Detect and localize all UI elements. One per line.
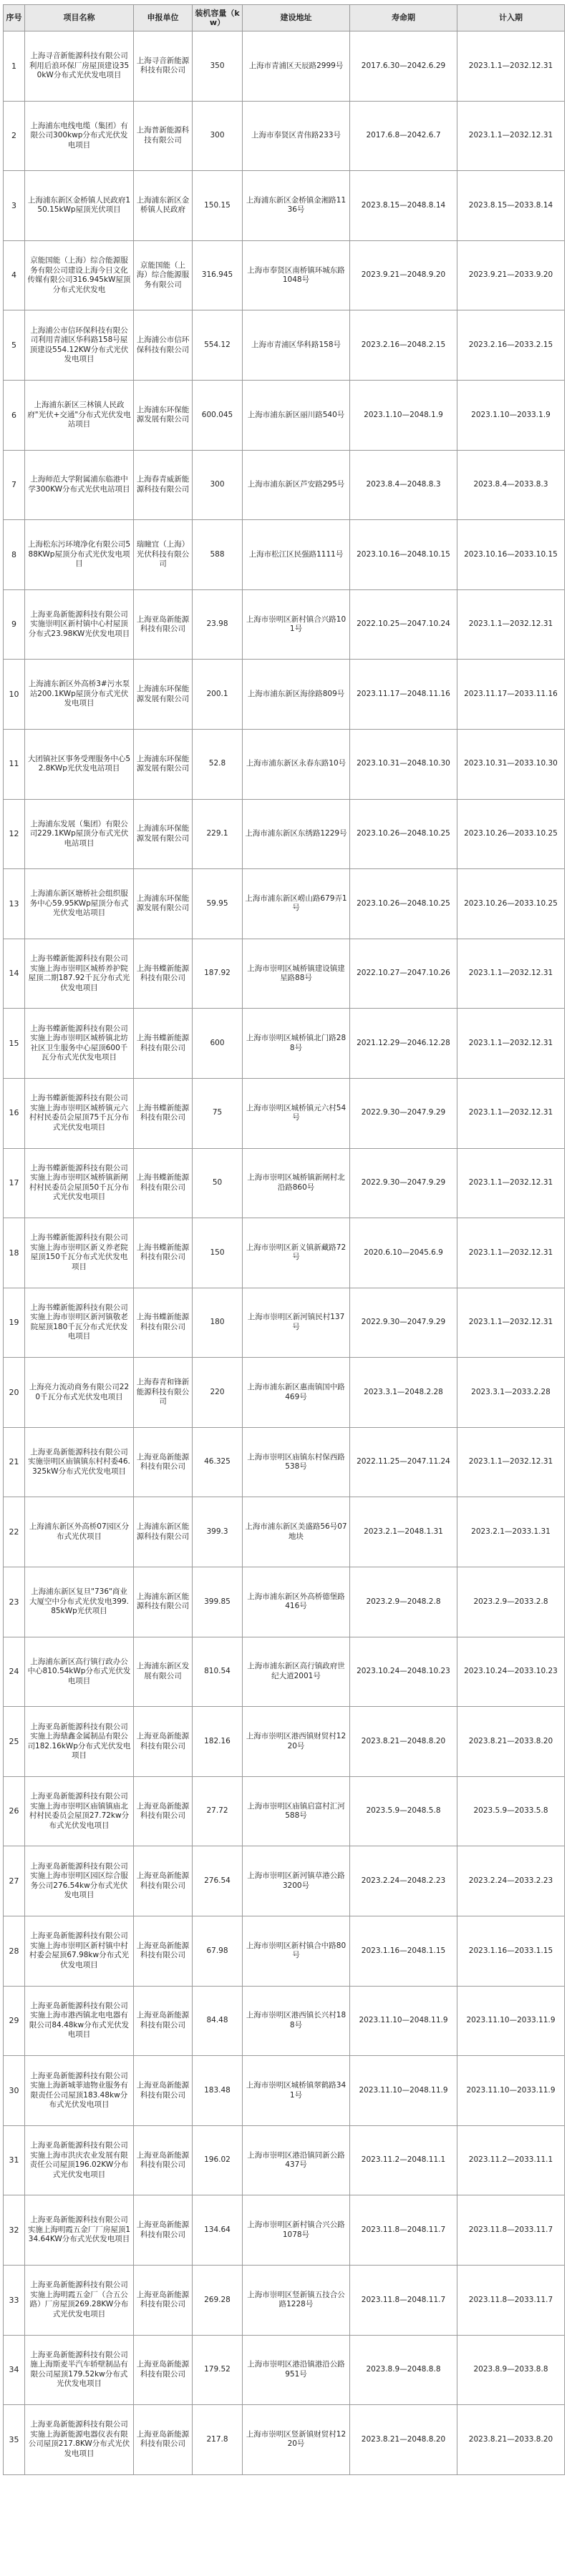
credit-period: 2023.8.4—2033.8.3 [457,450,565,520]
credit-period: 2023.1.1—2032.12.31 [457,1009,565,1079]
applicant: 上海书蝶新能源科技有限公司 [134,939,193,1009]
project-name: 上海亚岛新能源科技有限公司实施上海市崇明区园区综合服务公司276.54kw分布式光伏发电项目 [25,1846,134,1916]
row-index: 10 [4,660,25,730]
project-name: 上海亚岛新能源科技有限公司实施崇明区新村镇中心村屋顶分布式23.98KW光伏发电项目 [25,589,134,660]
applicant: 上海亚岛新能源科技有限公司 [134,2266,193,2336]
table-row [4,2335,565,2405]
project-name: 上海书蝶新能源科技有限公司实施上海市崇明区城桥镇新闸村村民委员会屋顶50千瓦分布式光伏发电项目 [25,1148,134,1218]
credit-period: 2023.2.24—2033.2.23 [457,1846,565,1916]
capacity: 182.16 [193,1707,243,1777]
credit-period: 2023.11.10—2033.11.9 [457,1986,565,2056]
table-row [4,2056,565,2126]
table-row [4,520,565,590]
table-row [4,1497,565,1567]
lifetime: 2023.2.1—2048.1.31 [350,1497,457,1567]
table-row [4,939,565,1009]
table-row [4,101,565,171]
credit-period: 2023.8.9—2033.8.8 [457,2335,565,2405]
applicant: 上海春青和锋新能源科技有限公司 [134,1358,193,1428]
capacity: 84.48 [193,1986,243,2056]
credit-period: 2023.1.1—2032.12.31 [457,1218,565,1288]
capacity: 187.92 [193,939,243,1009]
row-index: 20 [4,1358,25,1428]
lifetime: 2022.10.27—2047.10.26 [350,939,457,1009]
project-name: 上海亮力流动商务有限公司220千瓦分布式光伏发电项目 [25,1358,134,1428]
lifetime: 2022.10.25—2047.10.24 [350,589,457,660]
lifetime: 2023.8.9—2048.8.8 [350,2335,457,2405]
credit-period: 2023.11.17—2033.11.16 [457,660,565,730]
project-name: 上海松东污环境净化有限公司588KWp屋顶分布式光伏发电项目 [25,520,134,590]
address: 上海市崇明区城桥镇新闸村北沿路860号 [243,1148,350,1218]
table-row [4,1218,565,1288]
lifetime: 2023.5.9—2048.5.8 [350,1776,457,1846]
capacity: 588 [193,520,243,590]
capacity: 810.54 [193,1637,243,1707]
capacity: 269.28 [193,2266,243,2336]
applicant: 上海亚岛新能源科技有限公司 [134,2405,193,2475]
project-name: 上海书蝶新能源科技有限公司实施上海市崇明区新义养老院屋顶150千瓦分布式光伏发电项目 [25,1218,134,1288]
address: 上海市浦东新区高行镇政府世纪大道2001号 [243,1637,350,1707]
address: 上海市浦东新区芦安路295号 [243,450,350,520]
capacity: 134.64 [193,2195,243,2266]
row-index: 27 [4,1846,25,1916]
project-name: 上海书蝶新能源科技有限公司实施上海市崇明区城桥镇北坊社区卫生服务中心屋顶600千瓦分布式光伏发电项目 [25,1009,134,1079]
capacity: 399.3 [193,1497,243,1567]
capacity: 554.12 [193,310,243,381]
project-name: 上海寻音新能源科技有限公司利用后浪环保厂房屋顶建设350kW分布式光伏发电项目 [25,31,134,102]
applicant: 京能国能（上海）综合能源服务有限公司 [134,240,193,310]
address: 上海市崇明区新村镇合中路80号 [243,1916,350,1987]
project-name: 上海亚岛新能源科技有限公司实施上海鼎鑫金属制品有限公司182.16kWp分布式光伏发电项目 [25,1707,134,1777]
credit-period: 2023.9.21—2033.9.20 [457,240,565,310]
row-index: 21 [4,1427,25,1497]
capacity: 217.8 [193,2405,243,2475]
lifetime: 2023.8.4—2048.8.3 [350,450,457,520]
header-capacity: 装机容量（kw） [193,5,243,31]
credit-period: 2023.11.8—2033.11.7 [457,2266,565,2336]
table-row [4,799,565,869]
table-row [4,1916,565,1987]
applicant: 上海浦东新区能源科技有限公司 [134,1497,193,1567]
address: 上海市崇明区城桥镇翠鹤路341号 [243,2056,350,2126]
applicant: 上海书蝶新能源科技有限公司 [134,1009,193,1079]
capacity: 300 [193,101,243,171]
credit-period: 2023.11.8—2033.11.7 [457,2195,565,2266]
row-index: 3 [4,171,25,241]
credit-period: 2023.1.16—2033.1.15 [457,1916,565,1987]
address: 上海市崇明区新村镇合兴公路1078号 [243,2195,350,2266]
address: 上海市浦东新区崂山路679弄1号 [243,869,350,939]
project-name: 上海亚岛新能源科技有限公司实施崇明区庙镇镇东村村委46.325kW分布式光伏发电项目 [25,1427,134,1497]
address: 上海浦东新区金桥镇金湘路1136号 [243,171,350,241]
row-index: 24 [4,1637,25,1707]
applicant: 上海亚岛新能源科技有限公司 [134,2056,193,2126]
lifetime: 2023.1.16—2048.1.15 [350,1916,457,1987]
table-row [4,1358,565,1428]
lifetime: 2023.10.26—2048.10.25 [350,799,457,869]
applicant: 上海浦东环保能源发展有限公司 [134,380,193,450]
row-index: 33 [4,2266,25,2336]
lifetime: 2023.11.2—2048.11.1 [350,2125,457,2195]
applicant: 上海亚岛新能源科技有限公司 [134,2335,193,2405]
address: 上海市崇明区庙镇启富村汇河588号 [243,1776,350,1846]
lifetime: 2023.2.16—2048.2.15 [350,310,457,381]
table-row [4,1009,565,1079]
project-name: 上海浦东发展（集团）有限公司229.1KWp屋顶分布式光伏电站项目 [25,799,134,869]
project-name: 京能国能（上海）综合能源服务有限公司建设上海今日文化传媒有限公司316.945kW屋顶分布式光伏发电 [25,240,134,310]
lifetime: 2022.9.30—2047.9.29 [350,1078,457,1148]
row-index: 25 [4,1707,25,1777]
capacity: 59.95 [193,869,243,939]
applicant: 上海浦东新区金桥镇人民政府 [134,171,193,241]
table-row [4,869,565,939]
address: 上海市崇明区城桥镇建设镇建星路88号 [243,939,350,1009]
table-row [4,729,565,799]
applicant: 上海亚岛新能源科技有限公司 [134,2125,193,2195]
address: 上海市浦东新区海徐路809号 [243,660,350,730]
capacity: 316.945 [193,240,243,310]
row-index: 16 [4,1078,25,1148]
address: 上海市松江区民强路1111号 [243,520,350,590]
lifetime: 2023.11.10—2048.11.9 [350,2056,457,2126]
header-address: 建设地址 [243,5,350,31]
address: 上海市奉贤区南桥镇环城东路1048号 [243,240,350,310]
table-row [4,450,565,520]
credit-period: 2023.10.31—2033.10.30 [457,729,565,799]
table-row [4,1427,565,1497]
lifetime: 2023.11.8—2048.11.7 [350,2266,457,2336]
applicant: 上海浦东环保能源发展有限公司 [134,869,193,939]
row-index: 34 [4,2335,25,2405]
table-row [4,2266,565,2336]
capacity: 276.54 [193,1846,243,1916]
lifetime: 2023.2.9—2048.2.8 [350,1567,457,1637]
applicant: 上海普新能源科技有限公司 [134,101,193,171]
row-index: 30 [4,2056,25,2126]
row-index: 6 [4,380,25,450]
credit-period: 2023.10.26—2033.10.25 [457,869,565,939]
credit-period: 2023.2.16—2033.2.15 [457,310,565,381]
address: 上海市浦东新区惠南镇国中路469号 [243,1358,350,1428]
lifetime: 2022.9.30—2047.9.29 [350,1288,457,1358]
project-name: 上海浦东新区外高桥3#污水泵站200.1KWp屋顶分布式光伏发电项目 [25,660,134,730]
lifetime: 2023.8.21—2048.8.20 [350,1707,457,1777]
project-name: 上海书蝶新能源科技有限公司实施上海市崇明区城桥养护院屋顶二期187.92千瓦分布式光伏发电项目 [25,939,134,1009]
row-index: 2 [4,101,25,171]
applicant: 上海浦东环保能源发展有限公司 [134,660,193,730]
lifetime: 2023.8.15—2048.8.14 [350,171,457,241]
credit-period: 2023.1.1—2032.12.31 [457,1288,565,1358]
project-name: 上海浦东电线电缆（集团）有限公司300kwp分布式光伏发电项目 [25,101,134,171]
table-row [4,310,565,381]
project-name: 上海亚岛新能源科技有限公司实施上海市洪庆农业发展有限责任公司屋顶196.02KW分布式光伏发电项目 [25,2125,134,2195]
credit-period: 2023.11.10—2033.11.9 [457,2056,565,2126]
address: 上海市崇明区竖新镇五技合公路1228号 [243,2266,350,2336]
table-row [4,240,565,310]
row-index: 18 [4,1218,25,1288]
project-name: 上海师范大学附属浦东临港中学300KW分布式光伏电站项目 [25,450,134,520]
applicant: 上海寻音新能源科技有限公司 [134,31,193,102]
applicant: 上海亚岛新能源科技有限公司 [134,589,193,660]
table-row [4,2405,565,2475]
project-name: 上海亚岛新能源科技有限公司施上海斯麦半汽车轿壁制品有限公司屋顶179.52kw分布式光伏发电项目 [25,2335,134,2405]
row-index: 11 [4,729,25,799]
address: 上海市浦东新区丽川路540号 [243,380,350,450]
table-row [4,1707,565,1777]
address: 上海市青浦区天辰路2999号 [243,31,350,102]
address: 上海市崇明区新村镇合兴路101号 [243,589,350,660]
table-row [4,31,565,102]
credit-period: 2023.2.1—2033.1.31 [457,1497,565,1567]
credit-period: 2023.1.1—2032.12.31 [457,1078,565,1148]
capacity: 220 [193,1358,243,1428]
applicant: 上海亚岛新能源科技有限公司 [134,1427,193,1497]
row-index: 31 [4,2125,25,2195]
credit-period: 2023.11.2—2033.11.1 [457,2125,565,2195]
header-applicant: 申报单位 [134,5,193,31]
capacity: 150.15 [193,171,243,241]
project-name: 上海浦东新区金桥镇人民政府150.15kWp屋顶光伏项目 [25,171,134,241]
table-row [4,1776,565,1846]
applicant: 上海书蝶新能源科技有限公司 [134,1288,193,1358]
credit-period: 2023.1.1—2032.12.31 [457,1427,565,1497]
project-name: 上海亚岛新能源科技有限公司实施上海市港西镇北电电器有限公司84.48kw分布式光伏发电项目 [25,1986,134,2056]
row-index: 32 [4,2195,25,2266]
lifetime: 2020.6.10—2045.6.9 [350,1218,457,1288]
row-index: 26 [4,1776,25,1846]
row-index: 1 [4,31,25,102]
row-index: 35 [4,2405,25,2475]
applicant: 上海亚岛新能源科技有限公司 [134,1707,193,1777]
credit-period: 2023.1.1—2032.12.31 [457,589,565,660]
address: 上海市青浦区华科路158号 [243,310,350,381]
credit-period: 2023.3.1—2033.2.28 [457,1358,565,1428]
lifetime: 2021.12.29—2046.12.28 [350,1009,457,1079]
capacity: 200.1 [193,660,243,730]
project-name: 上海浦东新区塘桥社会组织服务中心59.95KWp屋顶分布式光伏发电站项目 [25,869,134,939]
lifetime: 2023.11.8—2048.11.7 [350,2195,457,2266]
address: 上海市崇明区城桥镇北门路288号 [243,1009,350,1079]
capacity: 67.98 [193,1916,243,1987]
capacity: 196.02 [193,2125,243,2195]
credit-period: 2023.1.1—2032.12.31 [457,1148,565,1218]
applicant: 上海浦东新区能源科技有限公司 [134,1567,193,1637]
address: 上海市崇明区新河镇民村137号 [243,1288,350,1358]
credit-period: 2023.1.1—2032.12.31 [457,101,565,171]
capacity: 23.98 [193,589,243,660]
address: 上海市崇明区港西镇财贸村1220号 [243,1707,350,1777]
applicant: 上海亚岛新能源科技有限公司 [134,1846,193,1916]
project-table [3,4,565,2475]
lifetime: 2023.10.26—2048.10.25 [350,869,457,939]
applicant: 上海书蝶新能源科技有限公司 [134,1148,193,1218]
header-project-name: 项目名称 [25,5,134,31]
lifetime: 2022.9.30—2047.9.29 [350,1148,457,1218]
capacity: 183.48 [193,2056,243,2126]
address: 上海市浦东新区永春东路10号 [243,729,350,799]
capacity: 399.85 [193,1567,243,1637]
project-name: 上海亚岛新能源科技有限公司实施上海明霞五金厂（合五公路）厂房屋顶269.28KW分布式光伏发电项目 [25,2266,134,2336]
row-index: 8 [4,520,25,590]
row-index: 29 [4,1986,25,2056]
project-name: 上海亚岛新能源科技有限公司实施上海明霞五金厂厂房屋顶134.64KW分布式光伏发电项目 [25,2195,134,2266]
project-name: 上海浦东新区三林镇人民政府"光伏+交通"分布式光伏发电站项目 [25,380,134,450]
project-name: 上海书蝶新能源科技有限公司实施上海市崇明区城桥镇元六村村民委员会屋顶75千瓦分布式光伏发电项目 [25,1078,134,1148]
applicant: 瑞瞳宜（上海）光伏科技有限公司 [134,520,193,590]
lifetime: 2023.10.16—2048.10.15 [350,520,457,590]
project-name: 上海浦东新区高行镇行政办公中心810.54kWp分布式光伏发电项目 [25,1637,134,1707]
table-row [4,2125,565,2195]
lifetime: 2017.6.30—2042.6.29 [350,31,457,102]
table-row [4,1637,565,1707]
project-name: 上海亚岛新能源科技有限公司实施上海市崇明区庙镇镇庙北村村民委员会屋顶27.72kw分布式光伏发电项目 [25,1776,134,1846]
table-row [4,589,565,660]
project-name: 上海书蝶新能源科技有限公司实施上海市崇明区新河镇敬老院屋顶180千瓦分布式光伏发电项目 [25,1288,134,1358]
address: 上海市奉贤区青伟路233号 [243,101,350,171]
row-index: 22 [4,1497,25,1567]
capacity: 52.8 [193,729,243,799]
address: 上海市浦东新区美盛路56号07地块 [243,1497,350,1567]
lifetime: 2023.11.17—2048.11.16 [350,660,457,730]
capacity: 600.045 [193,380,243,450]
credit-period: 2023.8.21—2033.8.20 [457,1707,565,1777]
project-name: 上海亚岛新能源科技有限公司实施上海市崇明区新村镇中村村委会屋顶67.98kw分布式光伏发电项目 [25,1916,134,1987]
address: 上海市崇明区竖新镇财贸村1220号 [243,2405,350,2475]
row-index: 19 [4,1288,25,1358]
credit-period: 2023.10.16—2033.10.15 [457,520,565,590]
lifetime: 2023.9.21—2048.9.20 [350,240,457,310]
table-row [4,1567,565,1637]
project-name: 上海浦东新区外高桥07园区分布式光伏项目 [25,1497,134,1567]
row-index: 15 [4,1009,25,1079]
header-index: 序号 [4,5,25,31]
table-body [4,31,565,2475]
row-index: 12 [4,799,25,869]
applicant: 上海浦东环保能源发展有限公司 [134,799,193,869]
row-index: 28 [4,1916,25,1987]
project-name: 上海浦公市信环保科技有限公司利用青浦区华科路158号屋顶建设554.12KW分布式光伏发电项目 [25,310,134,381]
table-row [4,1846,565,1916]
table-row [4,2195,565,2266]
table-row [4,660,565,730]
address: 上海市崇明区新义镇新藏路72号 [243,1218,350,1288]
credit-period: 2023.8.21—2033.8.20 [457,2405,565,2475]
address: 上海市崇明区城桥镇元六村54号 [243,1078,350,1148]
credit-period: 2023.1.1—2032.12.31 [457,939,565,1009]
credit-period: 2023.2.9—2033.2.8 [457,1567,565,1637]
table-row [4,1078,565,1148]
capacity: 350 [193,31,243,102]
project-name: 上海亚岛新能源科技有限公司实施上海新城菲迪物业服务有限责任公司屋顶183.48kw分布式光伏发电项目 [25,2056,134,2126]
address: 上海市崇明区庙镇东村保西路538号 [243,1427,350,1497]
table-row [4,380,565,450]
credit-period: 2023.10.24—2033.10.23 [457,1637,565,1707]
row-index: 4 [4,240,25,310]
credit-period: 2023.5.9—2033.5.8 [457,1776,565,1846]
table-row [4,1986,565,2056]
capacity: 46.325 [193,1427,243,1497]
header-lifetime: 寿命期 [350,5,457,31]
credit-period: 2023.1.10—2033.1.9 [457,380,565,450]
applicant: 上海书蝶新能源科技有限公司 [134,1218,193,1288]
credit-period: 2023.1.1—2032.12.31 [457,31,565,102]
lifetime: 2023.10.31—2048.10.30 [350,729,457,799]
address: 上海市浦东新区东绣路1229号 [243,799,350,869]
row-index: 13 [4,869,25,939]
capacity: 300 [193,450,243,520]
address: 上海市崇明区新河镇草港公路3200号 [243,1846,350,1916]
capacity: 50 [193,1148,243,1218]
table-row [4,171,565,241]
lifetime: 2023.2.24—2048.2.23 [350,1846,457,1916]
applicant: 上海亚岛新能源科技有限公司 [134,1776,193,1846]
lifetime: 2022.11.25—2047.11.24 [350,1427,457,1497]
row-index: 23 [4,1567,25,1637]
credit-period: 2023.8.15—2033.8.14 [457,171,565,241]
lifetime: 2023.1.10—2048.1.9 [350,380,457,450]
address: 上海市崇明区港西镇长兴村188号 [243,1986,350,2056]
applicant: 上海春青威新能源科技有限公司 [134,450,193,520]
capacity: 179.52 [193,2335,243,2405]
credit-period: 2023.10.26—2033.10.25 [457,799,565,869]
row-index: 9 [4,589,25,660]
lifetime: 2023.11.10—2048.11.9 [350,1986,457,2056]
applicant: 上海浦东新区发展有限公司 [134,1637,193,1707]
lifetime: 2023.8.21—2048.8.20 [350,2405,457,2475]
project-name: 上海浦东新区复旦"736"商业大厦空中分布式光伏发电399.85kWp光伏项目 [25,1567,134,1637]
applicant: 上海浦公市信环保科技有限公司 [134,310,193,381]
applicant: 上海亚岛新能源科技有限公司 [134,1916,193,1987]
row-index: 5 [4,310,25,381]
applicant: 上海书蝶新能源科技有限公司 [134,1078,193,1148]
row-index: 14 [4,939,25,1009]
header-credit-period: 计入期 [457,5,565,31]
capacity: 150 [193,1218,243,1288]
capacity: 27.72 [193,1776,243,1846]
address: 上海市崇明区港沿镇同新公路437号 [243,2125,350,2195]
capacity: 75 [193,1078,243,1148]
applicant: 上海亚岛新能源科技有限公司 [134,2195,193,2266]
lifetime: 2017.6.8—2042.6.7 [350,101,457,171]
row-index: 7 [4,450,25,520]
row-index: 17 [4,1148,25,1218]
table-row [4,1148,565,1218]
capacity: 180 [193,1288,243,1358]
applicant: 上海浦东环保能源发展有限公司 [134,729,193,799]
lifetime: 2023.3.1—2048.2.28 [350,1358,457,1428]
table-row [4,1288,565,1358]
lifetime: 2023.10.24—2048.10.23 [350,1637,457,1707]
address: 上海市浦东新区外高桥德堡路416号 [243,1567,350,1637]
project-name: 上海亚岛新能源科技有限公司实施上海新能源电器仪表有限公司屋顶217.8KW分布式光伏发电项目 [25,2405,134,2475]
capacity: 229.1 [193,799,243,869]
capacity: 600 [193,1009,243,1079]
project-name: 大团镇社区事务受理服务中心52.8KWp光伏发电站项目 [25,729,134,799]
address: 上海市崇明区港沿镇港沿公路951号 [243,2335,350,2405]
applicant: 上海亚岛新能源科技有限公司 [134,1986,193,2056]
header-row [4,5,565,31]
